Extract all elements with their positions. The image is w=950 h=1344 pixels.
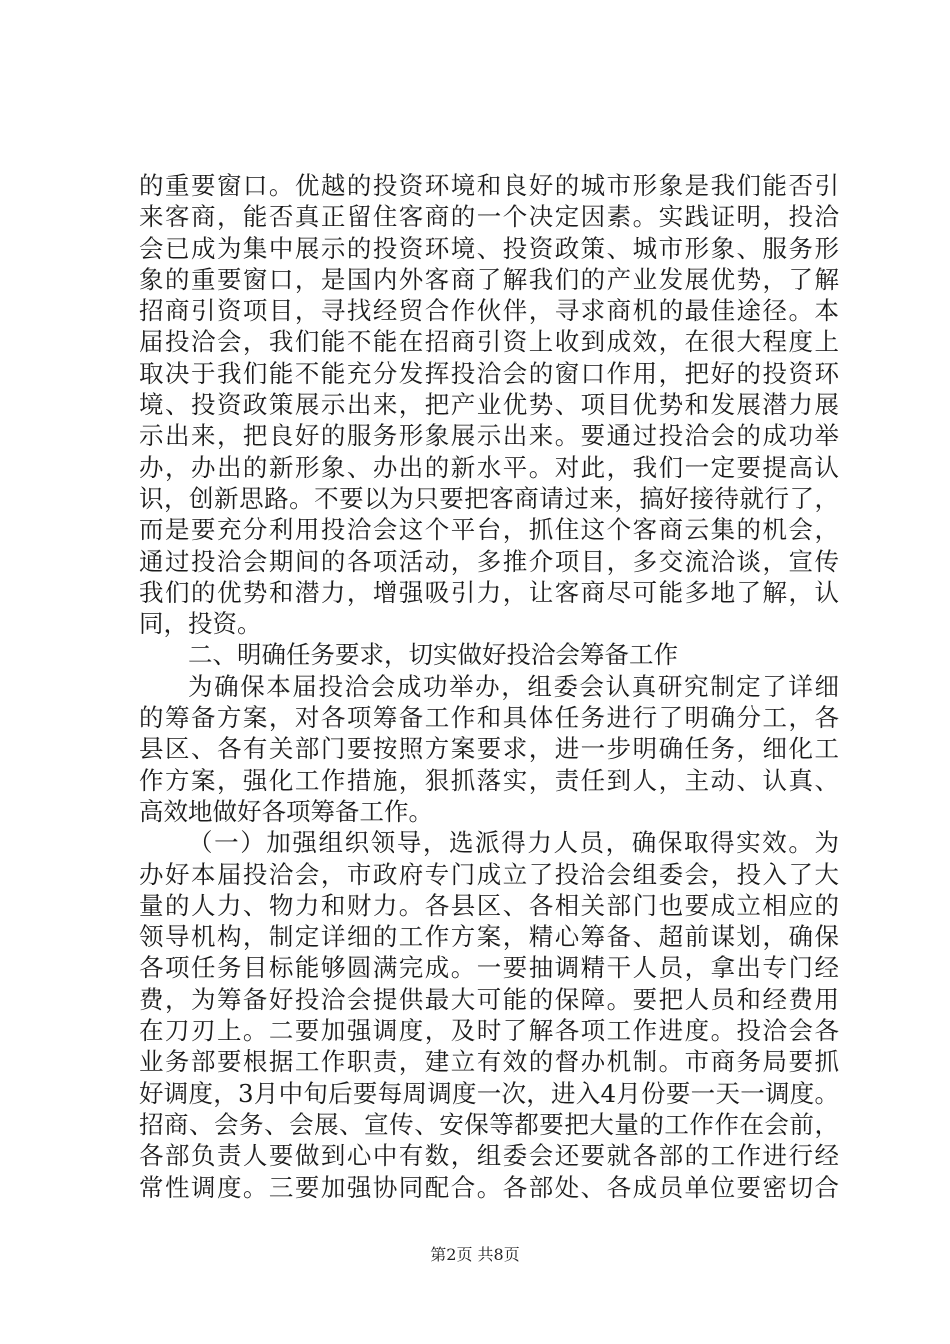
text-line: 在刀刃上。二要加强调度，及时了解各项工作进度。投洽会各 — [139, 1016, 839, 1046]
text-line: 领导机构，制定详细的工作方案，精心筹备、超前谋划，确保 — [139, 922, 839, 952]
text-line: 作方案，强化工作措施，狠抓落实，责任到人，主动、认真、 — [139, 765, 839, 795]
text-line: 示出来，把良好的服务形象展示出来。要通过投洽会的成功举 — [139, 421, 839, 451]
text-line: 量的人力、物力和财力。各县区、各相关部门也要成立相应的 — [139, 890, 839, 920]
paragraph — [139, 170, 839, 639]
document-body — [139, 170, 839, 1203]
text-line: 识，创新思路。不要以为只要把客商请过来，搞好接待就行了， — [139, 483, 839, 513]
text-line: 会已成为集中展示的投资环境、投资政策、城市形象、服务形 — [139, 233, 839, 263]
paragraph — [139, 671, 839, 827]
text-line: 招商引资项目，寻找经贸合作伙伴，寻求商机的最佳途径。本 — [139, 296, 839, 326]
text-line: 各部负责人要做到心中有数，组委会还要就各部的工作进行经 — [139, 1141, 839, 1171]
section-heading — [139, 639, 839, 670]
text-line: 为确保本届投洽会成功举办，组委会认真研究制定了详细 — [188, 671, 839, 701]
text-line: 招商、会务、会展、宣传、安保等都要把大量的工作作在会前， — [139, 1109, 839, 1139]
text-line: 通过投洽会期间的各项活动，多推介项目，多交流洽谈，宣传 — [139, 546, 839, 576]
text-line: 我们的优势和潜力，增强吸引力，让客商尽可能多地了解，认 — [139, 577, 839, 607]
text-line: （一）加强组织领导，选派得力人员，确保取得实效。为 — [188, 828, 839, 858]
text-line: 的筹备方案，对各项筹备工作和具体任务进行了明确分工，各 — [139, 703, 839, 733]
text-line: 费，为筹备好投洽会提供最大可能的保障。要把人员和经费用 — [139, 984, 839, 1014]
text-line: 的重要窗口。优越的投资环境和良好的城市形象是我们能否引 — [139, 171, 839, 200]
text-line: 常性调度。三要加强协同配合。各部处、各成员单位要密切合 — [139, 1172, 839, 1202]
heading-line: 二、明确任务要求，切实做好投洽会筹备工作 — [188, 640, 678, 670]
text-line: 办好本届投洽会，市政府专门成立了投洽会组委会，投入了大 — [139, 859, 839, 889]
text-line: 届投洽会，我们能不能在招商引资上收到成效，在很大程度上 — [139, 327, 839, 357]
text-line: 同，投资。 — [139, 609, 262, 639]
text-line: 取决于我们能不能充分发挥投洽会的窗口作用，把好的投资环 — [139, 358, 839, 388]
text-line: 好调度，3月中旬后要每周调度一次，进入4月份要一天一调度。 — [139, 1078, 839, 1108]
text-line: 办，办出的新形象、办出的新水平。对此，我们一定要提高认 — [139, 452, 839, 482]
text-line: 县区、各有关部门要按照方案要求，进一步明确任务，细化工 — [139, 734, 839, 764]
paragraph — [139, 827, 839, 1203]
text-line: 各项任务目标能够圆满完成。一要抽调精干人员，拿出专门经 — [139, 953, 839, 983]
text-line: 境、投资政策展示出来，把产业优势、项目优势和发展潜力展 — [139, 390, 839, 420]
text-line: 来客商，能否真正留住客商的一个决定因素。实践证明，投洽 — [139, 202, 839, 232]
page-number-footer: 第2页 共8页 — [430, 1245, 520, 1264]
text-line: 高效地做好各项筹备工作。 — [139, 796, 433, 826]
text-line: 象的重要窗口，是国内外客商了解我们的产业发展优势，了解 — [139, 264, 839, 294]
text-line: 业务部要根据工作职责，建立有效的督办机制。市商务局要抓 — [139, 1047, 839, 1077]
text-line: 而是要充分利用投洽会这个平台，抓住这个客商云集的机会， — [139, 515, 839, 545]
